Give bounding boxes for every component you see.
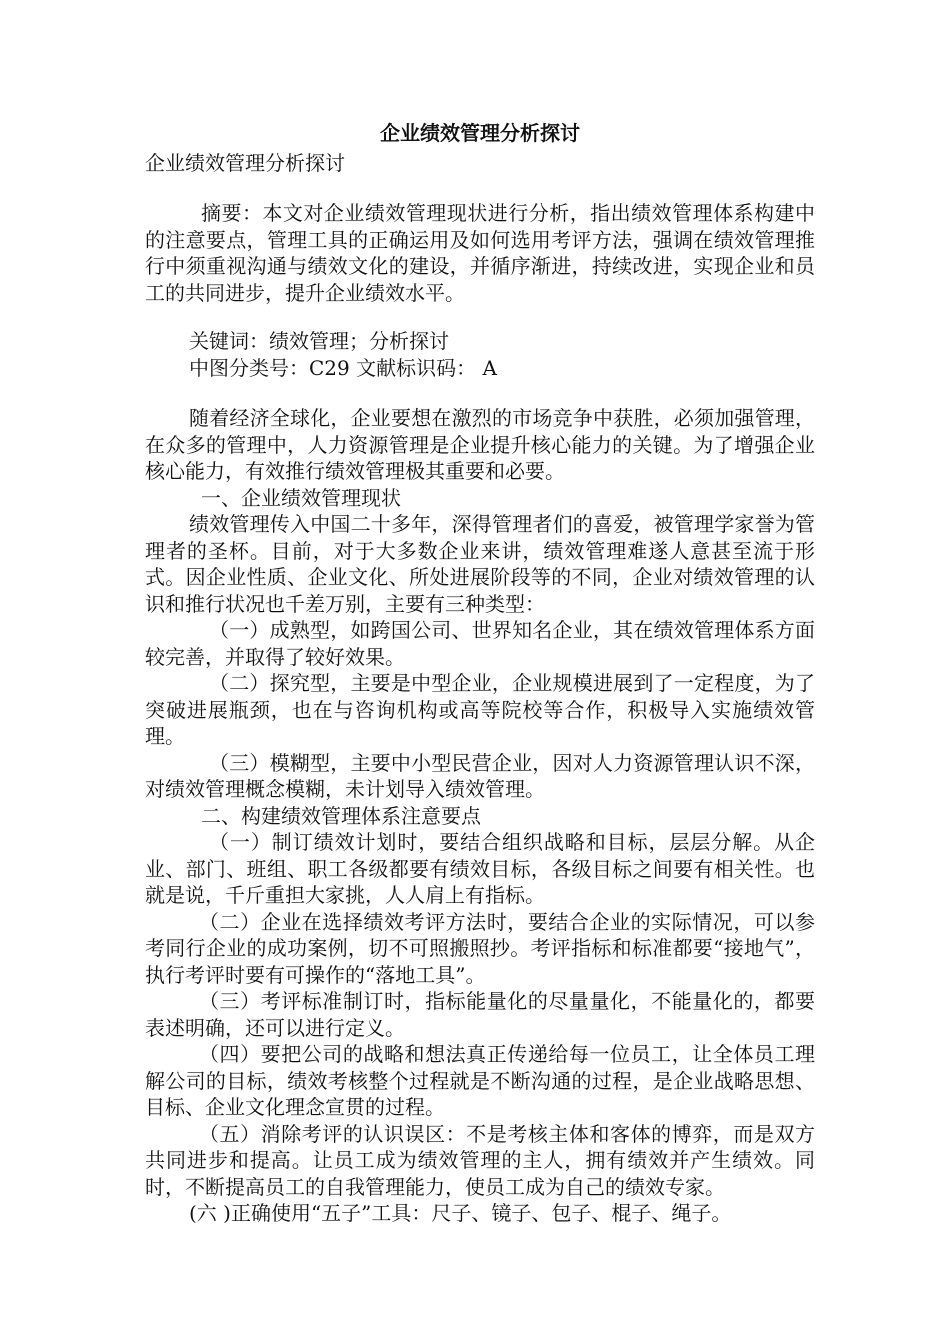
document-page — [145, 118, 815, 1227]
section2-item: （三）考评标准制订时，指标能量化的尽量量化，不能量化的，都要表述明确，还可以进行定义。 — [145, 989, 815, 1040]
section2-item: （一）制订绩效计划时，要结合组织战略和目标，层层分解。从企业、部门、班组、职工各级都要有绩效目标，各级目标之间要有相关性。也就是说，千斤重担大家挑，人人肩上有指标。 — [145, 830, 815, 907]
document-title: 企业绩效管理分析探讨 — [380, 121, 580, 145]
document-subtitle: 企业绩效管理分析探讨 — [145, 151, 345, 175]
section2-item: (六 )正确使用“五子”工具：尺子、镜子、包子、棍子、绳子。 — [189, 1201, 732, 1225]
section2-item: （四）要把公司的战略和想法真正传递给每一位员工，让全体员工理解公司的目标，绩效考核整个过程就是不断沟通的过程，是企业战略思想、目标、企业文化理念宣贯的过程。 — [145, 1042, 815, 1119]
section1-body: 绩效管理传入中国二十多年，深得管理者们的喜爱，被管理学家誉为管理者的圣杯。目前，对于大多数企业来讲，绩效管理难遂人意甚至流于形式。因企业性质、企业文化、所处进展阶段等的不同，企业对绩效管理的认识和推行状况也千差万别，主要有三种类型： — [145, 512, 815, 616]
classification-line: 中图分类号：C29 文献标识码： A — [189, 355, 497, 380]
section2-item: （五）消除考评的认识误区：不是考核主体和客体的博弈，而是双方共同进步和提高。让员工成为绩效管理的主人，拥有绩效并产生绩效。同时，不断提高员工的自我管理能力，使员工成为自己的绩效专家。 — [145, 1121, 815, 1199]
keywords-line: 关键词：绩效管理；分析探讨 — [189, 329, 449, 353]
section1-heading: 一、企业绩效管理现状 — [201, 485, 401, 510]
section2-heading: 二、构建绩效管理体系注意要点 — [201, 803, 481, 828]
intro-paragraph: 随着经济全球化，企业要想在激烈的市场竞争中获胜，必须加强管理，在众多的管理中，人力资源管理是企业提升核心能力的关键。为了增强企业核心能力，有效推行绩效管理极其重要和必要。 — [145, 406, 815, 483]
section2-item: （二）企业在选择绩效考评方法时，要结合企业的实际情况，可以参考同行企业的成功案例，切不可照搬照抄。考评指标和标准都要“接地气”，执行考评时要有可操作的“落地工具”。 — [145, 909, 815, 987]
section1-item: （二）探究型，主要是中型企业，企业规模进展到了一定程度，为了突破进展瓶颈，也在与咨询机构或高等院校等合作，积极导入实施绩效管理。 — [145, 671, 815, 748]
abstract-paragraph: 摘要：本文对企业绩效管理现状进行分析，指出绩效管理体系构建中的注意要点，管理工具的正确运用及如何选用考评方法，强调在绩效管理推行中须重视沟通与绩效文化的建设，并循序渐进，持续改进，实现企业和员工的共同进步，提升企业绩效水平。 — [145, 201, 815, 305]
section1-item: （一）成熟型，如跨国公司、世界知名企业，其在绩效管理体系方面较完善，并取得了较好效果。 — [145, 618, 815, 669]
section1-item: （三）模糊型，主要中小型民营企业，因对人力资源管理认识不深，对绩效管理概念模糊，未计划导入绩效管理。 — [145, 750, 815, 801]
